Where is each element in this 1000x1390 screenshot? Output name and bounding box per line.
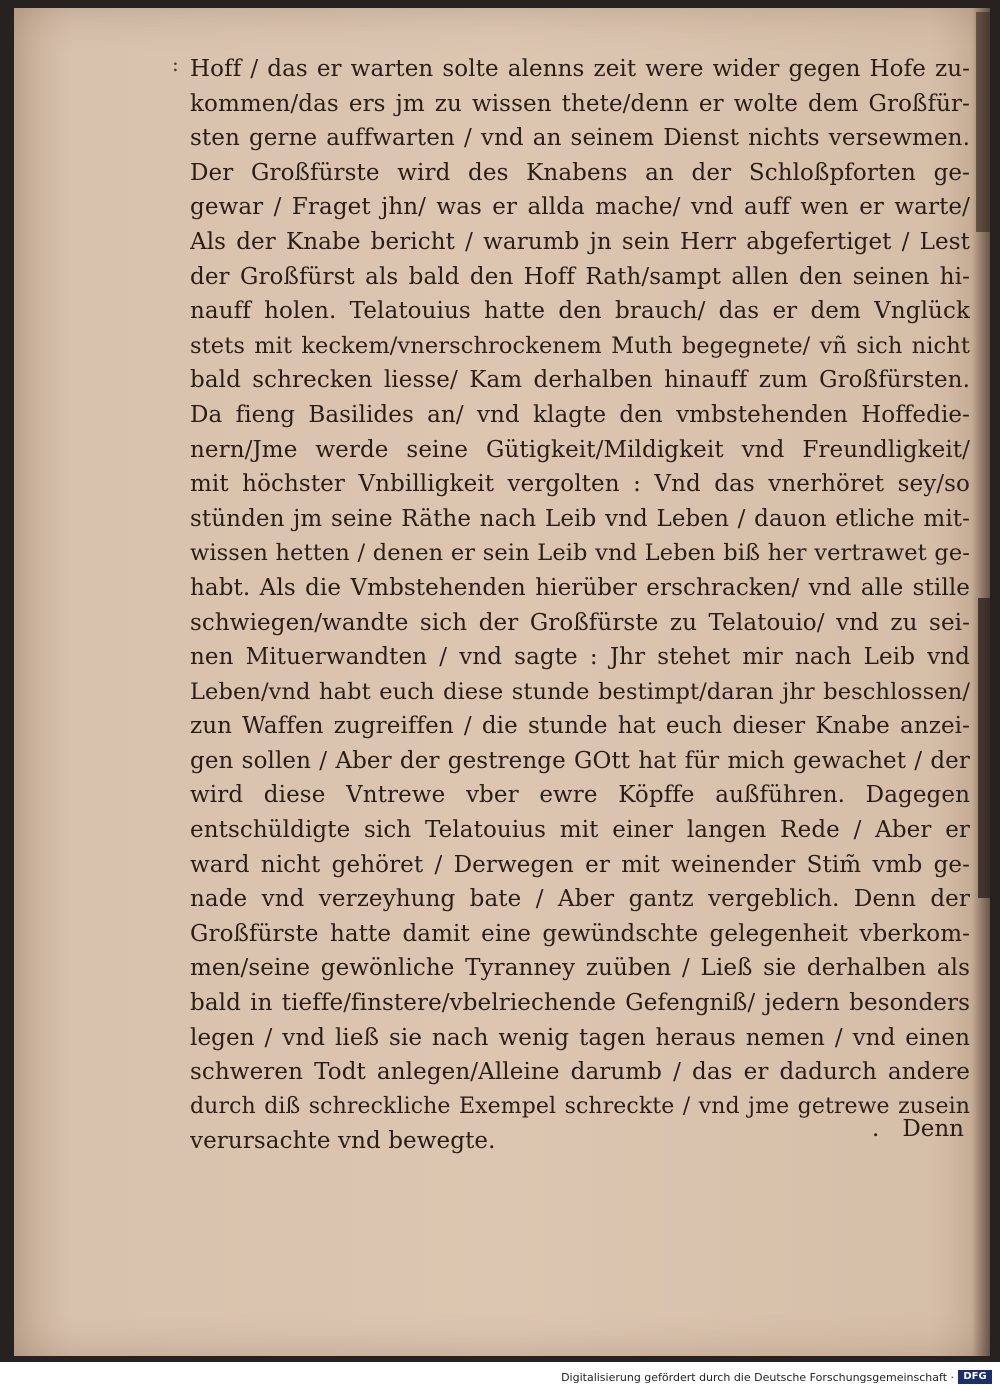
text-line: durch diß schreckliche Exempel schreckte / vnd jme getrewe zusein bbox=[190, 1093, 970, 1119]
text-line: nen Mituerwandten / vnd sagte : Jhr stehet mir nach Leib vnd bbox=[190, 644, 970, 671]
text-line: wissen hetten / denen er sein Leib vnd Leben biß her vertrawet ge- bbox=[190, 540, 970, 567]
text-line: stünden jm seine Räthe nach Leib vnd Leben / dauon etliche mit- bbox=[190, 505, 970, 532]
text-line: wird diese Vntrewe vber ewre Köpffe außführen. Dagegen bbox=[190, 782, 970, 809]
page-edge-shadow bbox=[976, 12, 990, 232]
catchword: Denn bbox=[902, 1116, 964, 1142]
catchword-dot: . bbox=[872, 1116, 880, 1142]
text-line: nern/Jme werde seine Gütigkeit/Mildigkeit vnd Freundligkeit/ bbox=[190, 436, 970, 463]
dfg-logo: DFG bbox=[958, 1370, 992, 1384]
margin-mark: : bbox=[172, 52, 179, 76]
body-text bbox=[190, 52, 970, 1159]
text-line: legen / vnd ließ sie nach wenig tagen heraus nemen / vnd einen bbox=[190, 1024, 970, 1051]
text-line: Da fieng Basilides an/ vnd klagte den vmbstehenden Hoffedie- bbox=[190, 401, 970, 428]
text-line: ward nicht gehöret / Derwegen er mit weinender Stim̃ vmb ge- bbox=[190, 851, 970, 878]
text-line: nade vnd verzeyhung bate / Aber gantz vergeblich. Denn der bbox=[190, 886, 970, 913]
text-line: Der Großfürste wird des Knabens an der Schloßpforten ge- bbox=[190, 159, 970, 186]
text-line: gewar / Fraget jhn/ was er allda mache/ vnd auff wen er warte/ bbox=[190, 194, 970, 221]
footer-bar bbox=[0, 1362, 1000, 1390]
text-line: schweren Todt anlegen/Alleine darumb / das er dadurch andere bbox=[190, 1059, 970, 1086]
text-line: sten gerne auffwarten / vnd an seinem Dienst nichts versewmen. bbox=[190, 125, 970, 152]
text-line: mit höchster Vnbilligkeit vergolten : Vnd das vnerhöret sey/so bbox=[190, 471, 970, 498]
text-line: entschüldigte sich Telatouius mit einer langen Rede / Aber er bbox=[190, 817, 970, 844]
text-line: zun Waffen zugreiffen / die stunde hat euch dieser Knabe anzei- bbox=[190, 713, 970, 740]
text-line: bald schrecken liesse/ Kam derhalben hinauff zum Großfürsten. bbox=[190, 367, 970, 394]
text-line: men/seine gewönliche Tyranney zuüben / Ließ sie derhalben als bbox=[190, 955, 970, 982]
text-line: Als der Knabe bericht / warumb jn sein Herr abgefertiget / Lest bbox=[190, 228, 970, 255]
footer-credit: Digitalisierung gefördert durch die Deutsche Forschungsgemeinschaft · bbox=[561, 1371, 954, 1384]
text-line: gen sollen / Aber der gestrenge GOtt hat für mich gewachet / der bbox=[190, 747, 970, 774]
text-line: Hoff / das er warten solte alenns zeit were wider gegen Hofe zu- bbox=[190, 56, 970, 82]
text-line: verursachte vnd bewegte. bbox=[190, 1128, 496, 1155]
text-line: der Großfürst als bald den Hoff Rath/sampt allen den seinen hi- bbox=[190, 263, 970, 290]
text-line: nauff holen. Telatouius hatte den brauch/ das er dem Vnglück bbox=[190, 298, 970, 325]
text-line: bald in tieffe/finstere/vbelriechende Gefengniß/ jedern besonders bbox=[190, 990, 970, 1017]
text-line: kommen/das ers jm zu wissen thete/denn er wolte dem Großfür- bbox=[190, 90, 970, 117]
text-line: schwiegen/wandte sich der Großfürste zu Telatouio/ vnd zu sei- bbox=[190, 609, 970, 636]
text-line: stets mit keckem/vnerschrockenem Muth begegnete/ vñ sich nicht bbox=[190, 332, 970, 359]
page-edge-shadow-lower bbox=[978, 598, 990, 898]
text-line: habt. Als die Vmbstehenden hierüber erschracken/ vnd alle stille bbox=[190, 574, 970, 601]
text-line: Leben/vnd habt euch diese stunde bestimpt/daran jhr beschlossen/ bbox=[190, 678, 970, 705]
text-line: Großfürste hatte damit eine gewündschte gelegenheit vberkom- bbox=[190, 920, 970, 947]
